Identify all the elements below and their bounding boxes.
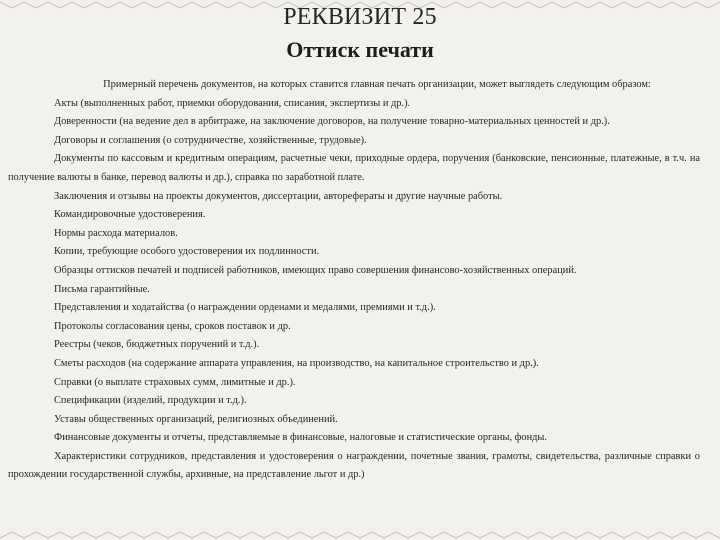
list-item: Документы по кассовым и кредитным операциям, расчетные чеки, приходные ордера, поручения (банковские, пенсионные, платежные, в т.ч. на получение валюты в банке, перевод валюты и др.), справка по заработной плате. — [8, 153, 700, 183]
list-item: Командировочные удостоверения. — [54, 209, 206, 221]
list-item: Копии, требующие особого удостоверения их подлинности. — [54, 246, 320, 258]
slide-title: РЕКВИЗИТ 25 — [283, 4, 437, 30]
list-item: Письма гарантийные. — [54, 283, 150, 295]
list-item: Протоколы согласования цены, сроков поставок и др. — [54, 320, 291, 332]
list-item: Доверенности (на ведение дел в арбитраже, на заключение договоров, на получение товарно-материальных ценностей и др.). — [54, 116, 610, 128]
list-item: Договоры и соглашения (о сотрудничестве, хозяйственные, трудовые). — [54, 134, 367, 146]
list-item: Заключения и отзывы на проекты документов, диссертации, авторефераты и другие научные работы. — [54, 190, 503, 202]
list-item: Финансовые документы и отчеты, представляемые в финансовые, налоговые и статистические органы, фонды. — [54, 432, 547, 444]
document-list — [8, 76, 700, 485]
list-item: Образцы оттисков печатей и подписей работников, имеющих право совершения финансово-хозяйственных операций. — [54, 264, 577, 276]
list-item: Реестры (чеков, бюджетных поручений и т.д.). — [54, 339, 260, 351]
slide-subtitle: Оттиск печати — [286, 37, 434, 62]
list-item: Представления и ходатайства (о награждении орденами и медалями, премиями и т.д.). — [54, 302, 436, 314]
list-item: Уставы общественных организаций, религиозных объединений. — [54, 413, 338, 425]
list-item: Справки (о выплате страховых сумм, лимитные и др.). — [54, 376, 296, 388]
list-item: Характеристики сотрудников, представления и удостоверения о награждении, почетные звания, грамоты, свидетельства, различные справки о прохождении государственной службы, архивные, на представление льгот и др.) — [8, 450, 700, 481]
list-item: Спецификации (изделий, продукции и т.д.). — [54, 395, 247, 407]
list-item: Акты (выполненных работ, приемки оборудования, списания, экспертизы и др.). — [54, 97, 411, 109]
intro-paragraph: Примерный перечень документов, на которых ставится главная печать организации, может выглядеть следующим образом: — [103, 79, 651, 90]
list-item: Сметы расходов (на содержание аппарата управления, на производство, на капитальное строительство и др.). — [54, 357, 539, 369]
list-item: Нормы расхода материалов. — [54, 227, 178, 239]
